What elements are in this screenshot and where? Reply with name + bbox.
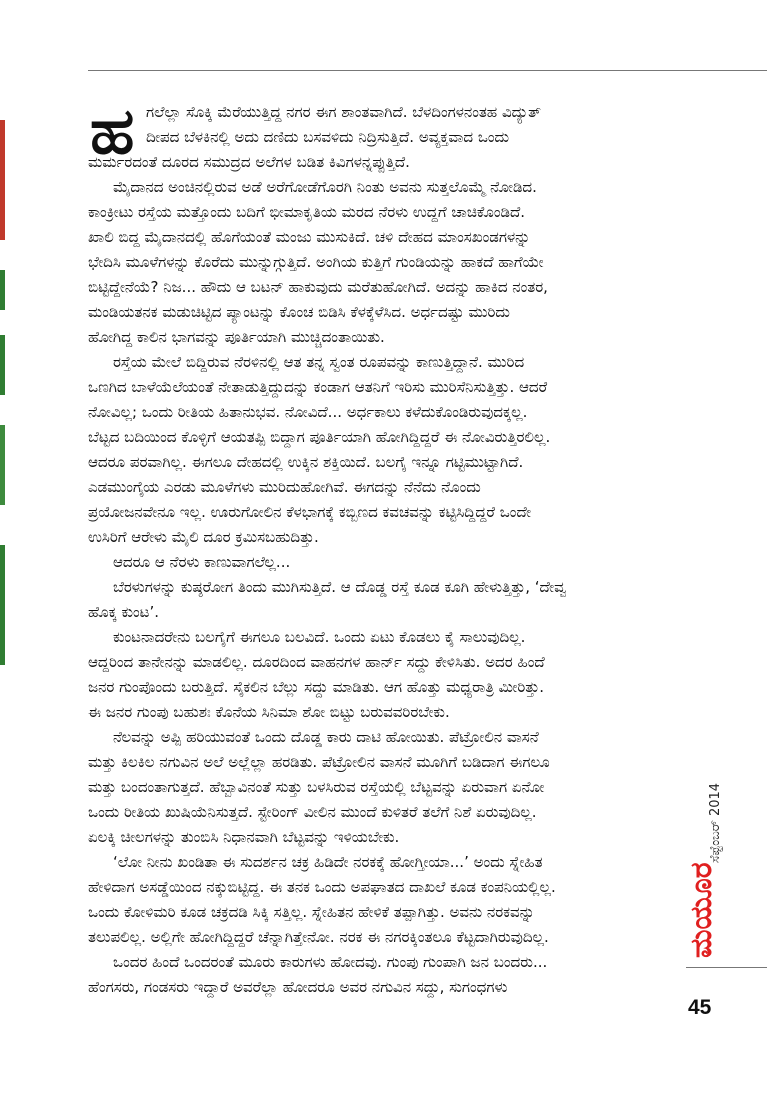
text-line: ಗಲೆಲ್ಲಾ ಸೊಕ್ಕಿ ಮೆರೆಯುತ್ತಿದ್ದ ನಗರ ಈಗ ಶಾಂತವಾಗಿದೆ. ಬೆಳದಿಂಗಳನಂತಹ ವಿದ್ಯುತ್ [146, 103, 541, 121]
issue-date: ಸೆಪ್ಟೆಂಬರ್ 2014 [708, 782, 723, 864]
paragraph [88, 850, 680, 950]
text-line: ದೀಪದ ಬೆಳಕಿನಲ್ಲಿ ಅದು ದಣಿದು ಬಸವಳಿದು ನಿದ್ರಿಸುತ್ತಿದೆ. ಅವ್ಯಕ್ತವಾದ ಒಂದು [146, 128, 510, 146]
text-line: ಆದ್ದರಿಂದ ತಾನೇನನ್ನು ಮಾಡಲಿಲ್ಲ. ದೂರದಿಂದ ವಾಹನಗಳ ಹಾರ್ನ್ ಸದ್ದು ಕೇಳಿಸಿತು. ಅದರ ಹಿಂದೆ [88, 653, 545, 671]
text-line: ಆದರೂ ಪರವಾಗಿಲ್ಲ. ಈಗಲೂ ದೇಹದಲ್ಲಿ ಉಕ್ಕಿನ ಶಕ್ತಿಯಿದೆ. ಬಲಗೈ ಇನ್ನೂ ಗಟ್ಟಿಮುಟ್ಟಾಗಿದೆ. [88, 453, 524, 471]
drop-cap: ಹ [90, 94, 135, 169]
text-line: ನೋವಿಲ್ಲ; ಒಂದು ರೀತಿಯ ಹಿತಾನುಭವ. ನೋವಿದೆ... ಅರ್ಧಕಾಲು ಕಳೆದುಕೊಂಡಿರುವುದಕ್ಕಲ್ಲ. [88, 403, 528, 421]
text-line: ಹೆಂಗಸರು, ಗಂಡಸರು ಇದ್ದಾರೆ ಅವರೆಲ್ಲಾ ಹೋದರೂ ಅವರ ನಗುವಿನ ಸದ್ದು, ಸುಗಂಧಗಳು [88, 978, 508, 996]
text-line: ಉಸಿರಿಗೆ ಆರೇಳು ಮೈಲಿ ದೂರ ಕ್ರಮಿಸಬಹುದಿತ್ತು. [88, 528, 319, 546]
paragraph [88, 625, 680, 725]
paragraph [88, 175, 680, 350]
paragraph [88, 94, 680, 175]
text-line: ನೆಲವನ್ನು ಅಪ್ಪಿ ಹರಿಯುವಂತೆ ಒಂದು ದೊಡ್ಡ ಕಾರು ದಾಟಿ ಹೋಯಿತು. ಪೆಟ್ರೋಲಿನ ವಾಸನೆ [113, 728, 539, 746]
text-line: ಎಡಮುಂಗೈಯ ಎರಡು ಮೂಳೆಗಳು ಮುರಿದುಹೋಗಿವೆ. ಈಗದನ್ನು ನೆನೆದು ನೊಂದು [88, 478, 481, 496]
text-line: ಹೇಳಿದಾಗ ಅಸಡ್ಡೆಯಿಂದ ನಕ್ಕುಬಿಟ್ಟಿದ್ದ. ಈ ತನಕ ಒಂದು ಅಪಘಾತದ ದಾಖಲೆ ಕೂಡ ಕಂಪನಿಯಲ್ಲಿಲ್ಲ. [88, 878, 556, 896]
text-line: ಒಂದು ರೀತಿಯ ಖುಷಿಯೆನಿಸುತ್ತದೆ. ಸ್ಟೇರಿಂಗ್ ವೀಲಿನ ಮುಂದೆ ಕುಳಿತರೆ ತಲೆಗೆ ನಿಶೆ ಏರುವುದಿಲ್ಲ. [88, 803, 537, 821]
text-line: ಒಂದರ ಹಿಂದೆ ಒಂದರಂತೆ ಮೂರು ಕಾರುಗಳು ಹೋದವು. ಗುಂಪು ಗುಂಪಾಗಿ ಜನ ಬಂದರು... [113, 953, 548, 971]
paragraph [88, 350, 680, 550]
text-line: ಮತ್ತು ಬಂದಂತಾಗುತ್ತದೆ. ಹೆಬ್ಬಾವಿನಂತೆ ಸುತ್ತು ಬಳಸಿರುವ ರಸ್ತೆಯಲ್ಲಿ ಬೆಟ್ಟವನ್ನು ಏರುವಾಗ ಏನೋ [88, 778, 545, 796]
text-line: ಭೇದಿಸಿ ಮೂಳೆಗಳನ್ನು ಕೊರೆದು ಮುನ್ನುಗ್ಗುತ್ತಿದೆ. ಅಂಗಿಯ ಕುತ್ತಿಗೆ ಗುಂಡಿಯನ್ನು ಹಾಕದೆ ಹಾಗೆಯೇ [88, 253, 544, 271]
magazine-title: ಮಯೂರ [684, 862, 719, 958]
text-line: ಆದರೂ ಆ ನೆರಳು ಕಾಣುವಾಗಲೆಲ್ಲ... [113, 553, 291, 571]
page-number: 45 [688, 996, 712, 1019]
text-line: ಮೈದಾನದ ಅಂಚಿನಲ್ಲಿರುವ ಅಡೆ ಅರೆಗೋಡೆಗೊರಗಿ ನಿಂತು ಅವನು ಸುತ್ತಲೊಮ್ಮೆ ನೋಡಿದ. [113, 178, 537, 196]
text-line: ಜನರ ಗುಂಪೊಂದು ಬರುತ್ತಿದೆ. ಸೈಕಲಿನ ಬೆಲ್ಲು ಸದ್ದು ಮಾಡಿತು. ಆಗ ಹೊತ್ತು ಮಧ್ಯರಾತ್ರಿ ಮೀರಿತ್ತು. [88, 678, 545, 696]
text-line: ರಸ್ತೆಯ ಮೇಲೆ ಬಿದ್ದಿರುವ ನೆರಳಿನಲ್ಲಿ ಆತ ತನ್ನ ಸ್ವಂತ ರೂಪವನ್ನು ಕಾಣುತ್ತಿದ್ದಾನೆ. ಮುರಿದ [113, 353, 525, 371]
top-rule [88, 70, 767, 71]
text-line: ಮತ್ತು ಕಿಲಕಿಲ ನಗುವಿನ ಅಲೆ ಅಲ್ಲೆಲ್ಲಾ ಹರಡಿತು. ಪೆಟ್ರೋಲಿನ ವಾಸನೆ ಮೂಗಿಗೆ ಬಡಿದಾಗ ಈಗಲೂ [88, 753, 550, 771]
text-line: ‘ಲೋ ನೀನು ಖಂಡಿತಾ ಈ ಸುದರ್ಶನ ಚಕ್ರ ಹಿಡಿದೇ ನರಕಕ್ಕೆ ಹೋಗ್ತೀಯಾ...’ ಅಂದು ಸ್ನೇಹಿತ [113, 853, 543, 871]
text-line: ಹೊಕ್ಕ ಕುಂಟ’. [88, 603, 160, 621]
paragraph [88, 725, 680, 850]
text-line: ಬೆಟ್ಟದ ಬದಿಯಿಂದ ಕೊಳ್ಳಿಗೆ ಆಯತಪ್ಪಿ ಬಿದ್ದಾಗ ಪೂರ್ತಿಯಾಗಿ ಹೋಗಿದ್ದಿದ್ದರೆ ಈ ನೋವಿರುತ್ತಿರಲಿಲ್ಲ. [88, 428, 551, 446]
text-line: ತಲುಪಲಿಲ್ಲ. ಅಲ್ಲಿಗೇ ಹೋಗಿದ್ದಿದ್ದರೆ ಚೆನ್ನಾಗಿತ್ತೇನೋ. ನರಕ ಈ ನಗರಕ್ಕಿಂತಲೂ ಕೆಟ್ಟದಾಗಿರುವುದಿಲ್ಲ. [88, 928, 549, 946]
text-line: ಕುಂಟನಾದರೇನು ಬಲಗೈಗೆ ಈಗಲೂ ಬಲವಿದೆ. ಒಂದು ಏಟು ಕೊಡಲು ಕೈ ಸಾಲುವುದಿಲ್ಲ. [113, 628, 526, 646]
text-line: ಬೆರಳುಗಳನ್ನು ಕುಷ್ಠರೋಗ ತಿಂದು ಮುಗಿಸುತ್ತಿದೆ. ಆ ದೊಡ್ಡ ರಸ್ತೆ ಕೂಡ ಕೂಗಿ ಹೇಳುತ್ತಿತ್ತು, ‘ದೇವ್ವ [113, 578, 567, 596]
paragraph [88, 550, 680, 575]
text-line: ಮರ್ಮರದಂತೆ ದೂರದ ಸಮುದ್ರದ ಅಲೆಗಳ ಬಡಿತ ಕಿವಿಗಳನ್ನಪ್ಪುತ್ತಿದೆ. [88, 153, 410, 171]
text-line: ಒಂದು ಕೋಳಿಮರಿ ಕೂಡ ಚಕ್ರದಡಿ ಸಿಕ್ಕಿ ಸತ್ತಿಲ್ಲ. ಸ್ನೇಹಿತನ ಹೇಳಿಕೆ ತಪ್ಪಾಗಿತ್ತು. ಅವನು ನರಕವನ್ನು [88, 903, 535, 921]
paragraph [88, 575, 680, 625]
text-line: ಹೋಗಿದ್ದ ಕಾಲಿನ ಭಾಗವನ್ನು ಪೂರ್ತಿಯಾಗಿ ಮುಚ್ಚಿದಂತಾಯಿತು. [88, 328, 385, 346]
text-line: ಒಣಗಿದ ಬಾಳೆಯೆಲೆಯಂತೆ ನೇತಾಡುತ್ತಿದ್ದುದನ್ನು ಕಂಡಾಗ ಆತನಿಗೆ ಇರಿಸು ಮುರಿಸೆನಿಸುತ್ತಿತ್ತು. ಆದರೆ [88, 378, 548, 396]
text-line: ಏಲಕ್ಕಿ ಚೀಲಗಳನ್ನು ತುಂಬಿಸಿ ನಿಧಾನವಾಗಿ ಬೆಟ್ಟವನ್ನು ಇಳಿಯಬೇಕು. [88, 828, 400, 846]
text-line: ಕಾಂಕ್ರೀಟು ರಸ್ತೆಯ ಮತ್ತೊಂದು ಬದಿಗೆ ಭೀಮಾಕೃತಿಯ ಮರದ ನೆರಳು ಉದ್ದಗೆ ಚಾಚಿಕೊಂಡಿದೆ. [88, 203, 526, 221]
text-line: ಪ್ರಯೋಜನವೇನೂ ಇಲ್ಲ. ಊರುಗೋಲಿನ ಕೆಳಭಾಗಕ್ಕೆ ಕಬ್ಬಿಣದ ಕವಚವನ್ನು ಕಟ್ಟಿಸಿದ್ದಿದ್ದರೆ ಒಂದೇ [88, 503, 532, 521]
paragraph [88, 950, 680, 1000]
page-number-rule [686, 967, 767, 968]
text-line: ಈ ಜನರ ಗುಂಪು ಬಹುಶಃ ಕೊನೆಯ ಸಿನಿಮಾ ಶೋ ಬಿಟ್ಟು ಬರುವವರಿರಬೇಕು. [88, 703, 450, 721]
article-body [88, 94, 680, 1000]
text-line: ಬಿಟ್ಟಿದ್ದೇನೆಯೆ? ನಿಜ... ಹೌದು ಆ ಬಟನ್ ಹಾಕುವುದು ಮರೆತುಹೋಗಿದೆ. ಅದನ್ನು ಹಾಕಿದ ನಂತರ, [88, 278, 548, 296]
text-line: ಖಾಲಿ ಬಿದ್ದ ಮೈದಾನದಲ್ಲಿ ಹೊಗೆಯಂತೆ ಮಂಜು ಮುಸುಕಿದೆ. ಚಳಿ ದೇಹದ ಮಾಂಸಖಂಡಗಳನ್ನು [88, 228, 531, 246]
text-line: ಮಂಡಿಯತನಕ ಮಡುಚಿಟ್ಟಿದ ಪ್ಯಾಂಟನ್ನು ಕೊಂಚ ಬಿಡಿಸಿ ಕೆಳಕ್ಕೆಳೆಸಿದ. ಅರ್ಧದಷ್ಟು ಮುರಿದು [88, 303, 510, 321]
page-edge-strip [0, 120, 5, 665]
